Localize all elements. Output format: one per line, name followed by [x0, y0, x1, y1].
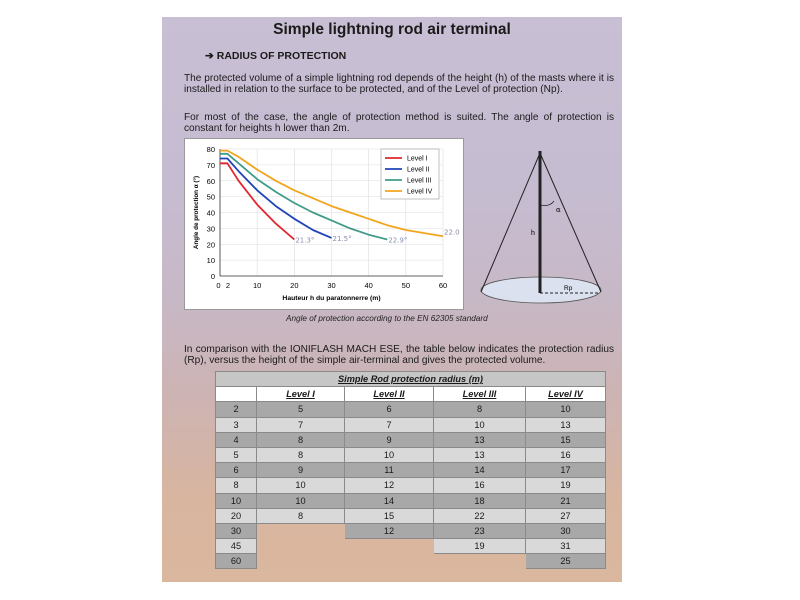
radius-cell: 31: [526, 539, 606, 554]
radius-cell: 10: [434, 417, 526, 432]
cone-left-edge: [481, 153, 540, 292]
y-tick-label: 10: [206, 256, 215, 266]
table-row: [216, 554, 606, 569]
height-cell: 6: [216, 463, 257, 478]
radius-cell: [345, 554, 434, 569]
radius-cell: 12: [345, 523, 434, 538]
table-row: [216, 523, 606, 538]
radius-cell: 5: [257, 402, 345, 417]
height-cell: 5: [216, 447, 257, 462]
radius-cell: 8: [257, 508, 345, 523]
radius-cell: 23: [434, 523, 526, 538]
x-tick-label: 30: [327, 281, 336, 290]
column-header: Level II: [345, 387, 434, 402]
radius-cell: 12: [345, 478, 434, 493]
height-cell: 60: [216, 554, 257, 569]
radius-cell: 30: [526, 523, 606, 538]
protection-radius-table: [215, 371, 606, 569]
table-row: [216, 463, 606, 478]
angle-annotation: 22.0: [444, 228, 460, 237]
angle-arc: [540, 201, 554, 206]
radius-cell: 6: [345, 402, 434, 417]
table-row: [216, 508, 606, 523]
radius-cell: 16: [526, 447, 606, 462]
y-tick-label: 60: [206, 176, 215, 186]
comparison-paragraph: In comparison with the IONIFLASH MACH ESE, the table below indicates the protection radius (Rp), versus the height of the simple air-terminal and gives the protected volume.: [184, 344, 614, 367]
radius-cell: 27: [526, 508, 606, 523]
radius-cell: 15: [526, 432, 606, 447]
radius-cell: 18: [434, 493, 526, 508]
radius-cell: 19: [434, 539, 526, 554]
height-cell: 3: [216, 417, 257, 432]
chart-panel: [184, 138, 464, 310]
radius-cell: 8: [257, 432, 345, 447]
cone-diagram-svg: [472, 145, 612, 305]
radius-cell: 9: [257, 463, 345, 478]
radius-cell: 14: [345, 493, 434, 508]
height-cell: 30: [216, 523, 257, 538]
protection-angle-chart: [185, 139, 463, 309]
table-title: Simple Rod protection radius (m): [216, 372, 606, 387]
column-header: Level IV: [526, 387, 606, 402]
radius-cell: 9: [345, 432, 434, 447]
height-label: h: [531, 230, 535, 237]
y-tick-label: 30: [206, 224, 215, 234]
section-heading: [205, 50, 346, 62]
y-tick-label: 40: [206, 208, 215, 218]
height-cell: 8: [216, 478, 257, 493]
height-cell: 2: [216, 402, 257, 417]
angle-annotation: 22.9°: [388, 236, 408, 245]
legend-label: Level II: [407, 166, 430, 174]
radius-cell: [257, 539, 345, 554]
radius-cell: 21: [526, 493, 606, 508]
table-row: [216, 417, 606, 432]
radius-cell: 7: [257, 417, 345, 432]
radius-cell: 7: [345, 417, 434, 432]
angle-annotation: 21.3°: [295, 236, 315, 245]
intro-paragraph: The protected volume of a simple lightning rod depends of the height (h) of the masts where it is installed in relation to the surface to be protected, and of the Level of protection (Np).: [184, 73, 614, 96]
radius-cell: [257, 554, 345, 569]
radius-cell: 22: [434, 508, 526, 523]
y-tick-label: 70: [206, 160, 215, 170]
y-axis-label: Angle de protection α (°): [193, 175, 200, 250]
x-tick-label: 60: [438, 281, 448, 290]
radius-cell: 19: [526, 478, 606, 493]
angle-label: α: [556, 206, 561, 214]
x-tick-label: 2: [225, 281, 231, 290]
table-row: [216, 402, 606, 417]
height-cell: 10: [216, 493, 257, 508]
y-tick-label: 0: [210, 272, 215, 281]
height-cell: 45: [216, 539, 257, 554]
table-row: [216, 432, 606, 447]
angle-annotation: 21.5°: [332, 234, 352, 243]
radius-cell: 13: [434, 447, 526, 462]
radius-cell: 10: [257, 493, 345, 508]
x-tick-label: 10: [252, 281, 262, 290]
radius-cell: [257, 523, 345, 538]
x-tick-label: 0: [216, 281, 221, 290]
section-label: RADIUS OF PROTECTION: [216, 50, 347, 62]
column-header: Level III: [434, 387, 526, 402]
column-header: [216, 387, 257, 402]
height-cell: 4: [216, 432, 257, 447]
table-row: [216, 447, 606, 462]
radius-cell: 13: [526, 417, 606, 432]
x-tick-label: 40: [364, 281, 373, 290]
radius-cell: 16: [434, 478, 526, 493]
radius-cell: [345, 539, 434, 554]
legend-label: Level III: [407, 177, 432, 185]
radius-cell: 13: [434, 432, 526, 447]
radius-cell: 11: [345, 463, 434, 478]
document-page: [162, 17, 622, 582]
y-tick-label: 80: [206, 145, 215, 154]
radius-cell: 15: [345, 508, 434, 523]
height-cell: 20: [216, 508, 257, 523]
radius-cell: 14: [434, 463, 526, 478]
y-tick-label: 50: [206, 192, 215, 202]
radius-cell: 8: [434, 402, 526, 417]
radius-cell: 10: [526, 402, 606, 417]
x-tick-label: 20: [290, 281, 299, 290]
y-tick-label: 20: [206, 240, 215, 250]
intro-paragraph-2: For most of the case, the angle of protection method is suited. The angle of protection is constant for heights h lower than 2m.: [184, 112, 614, 135]
radius-cell: 17: [526, 463, 606, 478]
table-row: [216, 539, 606, 554]
x-tick-label: 50: [401, 281, 411, 290]
cone-diagram: [472, 145, 612, 305]
x-axis-label: Hauteur h du paratonnerre (m): [282, 295, 381, 302]
page-title: Simple lightning rod air terminal: [273, 21, 511, 38]
radius-cell: [434, 554, 526, 569]
cone-right-edge: [540, 153, 601, 292]
arrow-icon: ➔: [205, 50, 214, 62]
table-row: [216, 493, 606, 508]
chart-caption: Angle of protection according to the EN 62305 standard: [286, 314, 488, 323]
radius-cell: 10: [257, 478, 345, 493]
column-header: Level I: [257, 387, 345, 402]
legend-label: Level I: [407, 155, 428, 163]
radius-cell: 8: [257, 447, 345, 462]
legend-label: Level IV: [407, 188, 433, 196]
radius-cell: 10: [345, 447, 434, 462]
radius-cell: 25: [526, 554, 606, 569]
radius-label: Rp: [564, 285, 573, 292]
table-row: [216, 478, 606, 493]
